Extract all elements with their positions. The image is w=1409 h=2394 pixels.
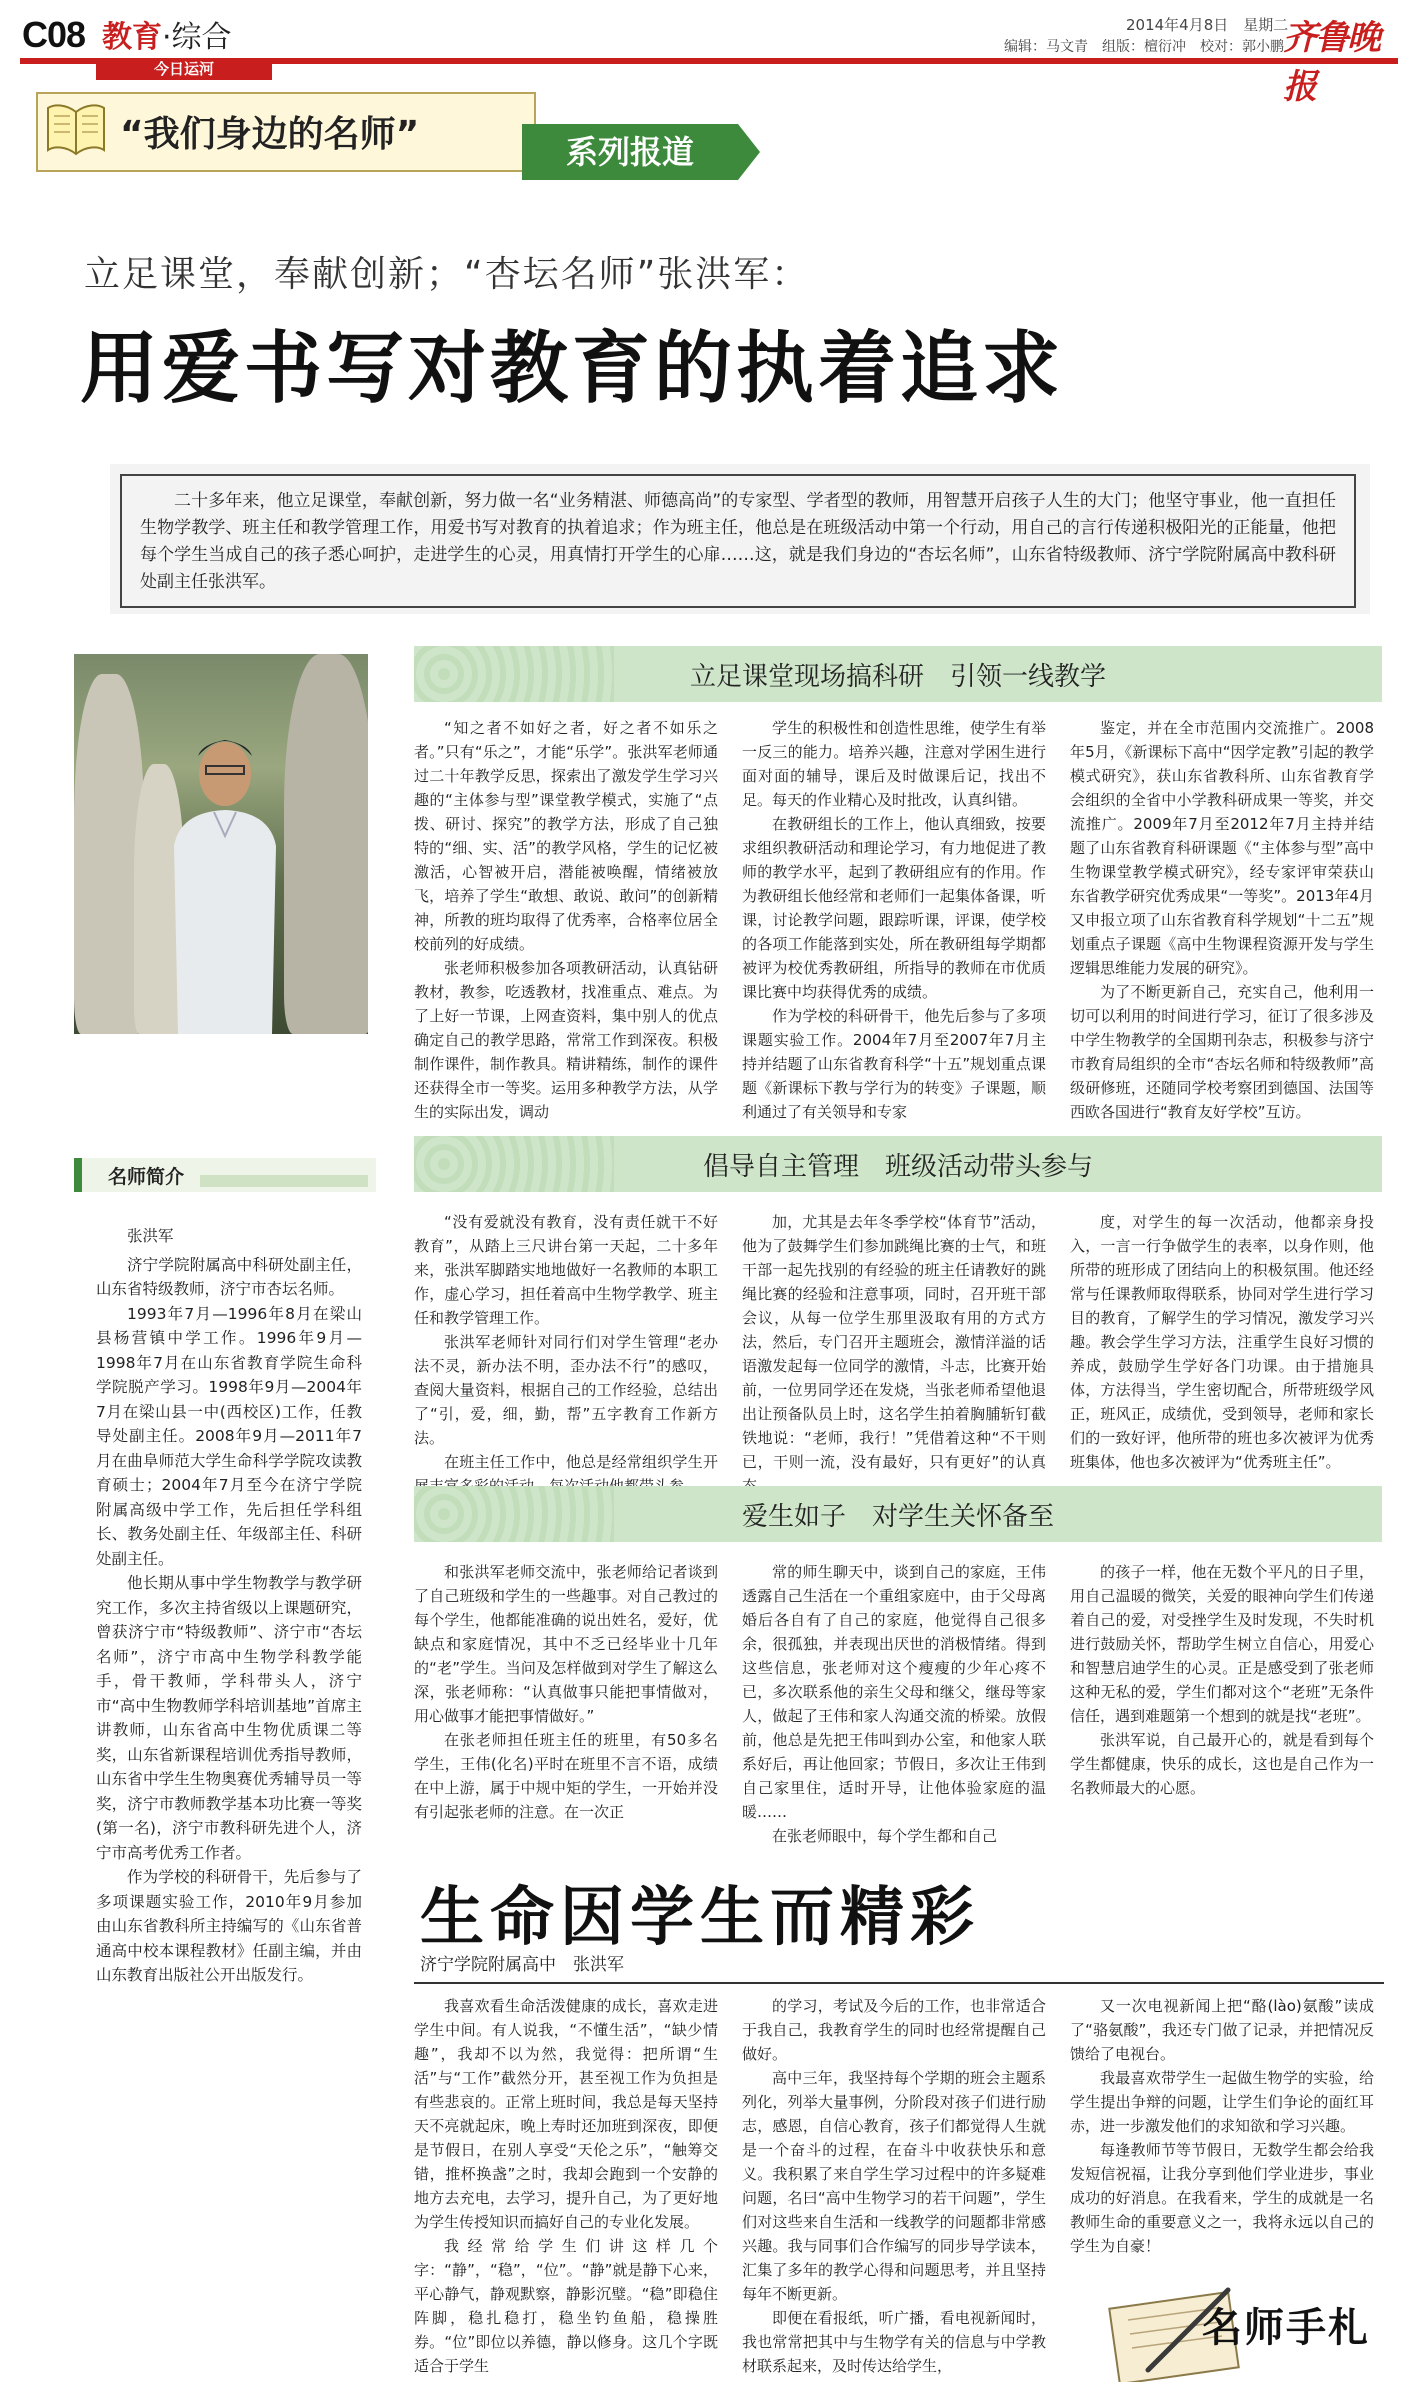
paragraph: 每逢教师节等节假日，无数学生都会给我发短信祝福，让我分享到他们学业进步，事业成功的好消息。在我看来，学生的成就是一名教师生命的重要意义之一，我将永远以自己的学生为自豪！ (1070, 2141, 1374, 2255)
open-book-icon (44, 100, 108, 158)
section-column (742, 716, 1046, 1124)
paragraph: 又一次电视新闻上把“酪(lào)氨酸”读成了“骆氨酸”，我还专门做了记录，并把情况反馈给了电视台。 (1070, 1997, 1374, 2063)
section-sub-label: ·综合 (162, 20, 232, 55)
section-label: 教育 (102, 20, 162, 55)
paragraph: 在张老师担任班主任的班里，有50多名学生，王伟(化名)平时在班里不言不语，成绩在中上游，属于中规中矩的学生，一开始并没有引起张老师的注意。在一次正 (414, 1731, 718, 1821)
section-column (1070, 1210, 1374, 1474)
section-column (414, 716, 718, 1124)
section-column (414, 1560, 718, 1824)
paragraph: 我喜欢看生命活泼健康的成长，喜欢走进学生中间。有人说我，“不懂生活”，“缺少情趣”，我却不以为然，我觉得：把所谓“生活”与“工作”截然分开，甚至视工作为负担是有些悲哀的。正常上班时间，我总是每天坚持天不亮就起床，晚上寿时还加班到深夜，即便是节假日，在别人享受“天伦之乐”，“触筹交错，推杯换盏”之时，我却会跑到一个安静的地方去充电，去学习，提升自己，为了更好地为学生传授知识而搞好自己的专业化发展。 (414, 1997, 718, 2231)
paragraph: 的孩子一样，他在无数个平凡的日子里，用自己温暖的微笑，关爱的眼神向学生们传递着自己的爱，对受挫学生及时发现，不失时机进行鼓励关怀，帮助学生树立自信心，用爱心和智慧启迪学生的心灵。正是感受到了张老师这种无私的爱，学生们都对这个“老班”无条件信任，遇到难题第一个想到的就是找“老班”。 (1070, 1563, 1374, 1725)
section-title: 倡导自主管理 班级活动带头参与 (702, 1152, 1093, 1182)
paragraph: 张洪军老师针对同行们对学生管理“老办法不灵，新办法不明，歪办法不行”的感叹，查阅大量资料，根据自己的工作经验，总结出了“引，爱，细，勤，帮”五字教育工作新方法。 (414, 1333, 718, 1447)
series-tag-arrow (738, 124, 760, 180)
paragraph: 鉴定，并在全市范围内交流推广。2008年5月，《新课标下高中“因学定教”引起的教学模式研究》，获山东省教科所、山东省教育学会组织的全省中小学教科研成果一等奖，并交流推广。2009年7月至2012年7月主持并结题了山东省教育科研课题《“主体参与型”高中生物课堂教学模式研究》，经专家评审荣获山东省教学研究优秀成果“一等奖”。2013年4月又申报立项了山东省教育科学规划“十二五”规划重点子课题《高中生物课程资源开发与学生逻辑思维能力发展的研究》。 (1070, 719, 1374, 977)
profile-body (96, 1224, 362, 1988)
article-kicker: 立足课堂，奉献创新；“杏坛名师”张洪军： (84, 254, 810, 295)
paragraph: 张洪军说，自己最开心的，就是看到每个学生都健康，快乐的成长，这也是自己作为一名教师最大的心愿。 (1070, 1731, 1374, 1797)
essay-byline: 济宁学院附属高中 张洪军 (420, 1955, 624, 1975)
paragraph: 即便在看报纸，听广播，看电视新闻时，我也常常把其中与生物学有关的信息与中学教材联系起来，及时传达给学生， (742, 2309, 1046, 2375)
profile-tag-label: 名师简介 (108, 1166, 185, 1188)
essay-divider (414, 1982, 1384, 1984)
paragraph: 高中三年，我坚持每个学期的班会主题系列化，列举大量事例，分阶段对孩子们进行励志，感恩，自信心教育，孩子们都觉得人生就是一个奋斗的过程，在奋斗中收获快乐和意义。我积累了来自学生学习过程中的许多疑难问题，名曰“高中生物学习的若干问题”，学生们对这些来自生活和一线教学的问题都非常感兴趣。我与同事们合作编写的同步导学读本，汇集了多年的教学心得和问题思考，并且坚持每年不断更新。 (742, 2069, 1046, 2303)
section-column (742, 1210, 1046, 1498)
section-title: 爱生如子 对学生关怀备至 (741, 1502, 1054, 1532)
paragraph: 张老师积极参加各项教研活动，认真钻研教材，教参，吃透教材，找准重点、难点。为了上好一节课，上网查资料，集中别人的优点确定自己的教学思路，常常工作到深夜。积极制作课件，制作教具。精讲精练，制作的课件还获得全市一等奖。运用多种教学方法，从学生的实际出发，调动 (414, 959, 718, 1121)
profile-tag-decoration (200, 1175, 368, 1187)
paragraph: 作为学校的科研骨干，他先后参与了多项课题实验工作。2004年7月至2007年7月主持并结题了山东省教育科学“十五”规划重点课题《新课标下教与学行为的转变》子课题，顺利通过了有关领导和专家 (742, 1007, 1046, 1121)
person-silhouette (170, 726, 280, 1034)
paragraph: 我经常给学生们讲这样几个字：“静”，“稳”，“位”。“静”就是静下心来，平心静气，静观默察，静影沉璧。“稳”即稳住阵脚，稳扎稳打，稳坐钓鱼船，稳操胜券。“位”即位以养德，静以修身。这几个字既适合于学生 (414, 2237, 718, 2375)
teacher-photo (74, 654, 368, 1034)
section-name (102, 12, 232, 56)
paragraph: 度，对学生的每一次活动，他都亲身投入，一言一行争做学生的表率，以身作则，他所带的班形成了团结向上的积极氛围。他还经常与任课教师取得联系，协同对学生进行学习目的教育，了解学生的学习情况，激发学习兴趣。教会学生学习方法，注重学生良好习惯的养成，鼓励学生学好各门功课。由于措施具体，方法得当，学生密切配合，所带班级学风正，班风正，成绩优，受到领导，老师和家长们的一致好评，他所带的班也多次被评为优秀班集体，他也多次被评为“优秀班主任”。 (1070, 1213, 1374, 1471)
issue-date: 2014年4月8日 星期二 (1126, 16, 1289, 34)
newspaper-logo: 齐鲁晚报 (1283, 18, 1379, 107)
paragraph: 常的师生聊天中，谈到自己的家庭，王伟透露自己生活在一个重组家庭中，由于父母离婚后各自有了自己的家庭，他觉得自己很多余，很孤独，并表现出厌世的消极情绪。得到这些信息，张老师对这个瘦瘦的少年心疼不已，多次联系他的亲生父母和继父，继母等家人，做起了王伟和家人沟通交流的桥梁。放假前，他总是先把王伟叫到办公室，和他家人联系好后，再让他回家；节假日，多次让王伟到自己家里住，适时开导，让他体验家庭的温暖…… (742, 1563, 1046, 1821)
paragraph: 的学习，考试及今后的工作，也非常适合于我自己，我教育学生的同时也经常提醒自己做好。 (742, 1997, 1046, 2063)
paragraph: 我最喜欢带学生一起做生物学的实验，给学生提出争辩的问题，让学生们争论的面红耳赤，进一步激发他们的求知欲和学习兴趣。 (1070, 2069, 1374, 2135)
profile-paragraph: 作为学校的科研骨干，先后参与了多项课题实验工作，2010年9月参加由山东省教科所主持编写的《山东省普通高中校本课程教材》任副主编，并由山东教育出版社公开出版发行。 (96, 1868, 362, 1984)
paragraph: 在班主任工作中，他总是经常组织学生开 (444, 1453, 718, 1471)
paragraph: 学生的积极性和创造性思维，使学生有举一反三的能力。培养兴趣，注意对学困生进行面对面的辅导，课后及时做课后记，找出不足。每天的作业精心及时批改，认真纠错。 (742, 719, 1046, 809)
essay-title: 生命因学生而精彩 (420, 1881, 980, 1955)
profile-paragraph: 1993年7月—1996年8月在梁山县杨营镇中学工作。1996年9月—1998年7月在山东省教育学院生命科学院脱产学习。1998年9月—2004年7月在梁山县一中(西校区)工作，任教导处副主任。2008年9月—2011年7月在曲阜师范大学生命科学学院攻读教育硕士；2004年7月至今在济宁学院附属高级中学工作，先后担任学科组长、教务处副主任、年级部主任、科研处副主任。 (96, 1304, 362, 1568)
editor-credits: 编辑：马文青 组版：檀衍冲 校对：郭小鹏 (1004, 39, 1284, 55)
paragraph: “没有爱就没有教育，没有责任就干不好教育”，从踏上三尺讲台第一天起，二十多年来，张洪军脚踏实地地做好一名教师的本职工作，虚心学习，担任着高中生物学教学、班主任和教学管理工作。 (414, 1213, 718, 1327)
section-column (742, 1560, 1046, 1848)
profile-name: 张洪军 (127, 1227, 174, 1245)
profile-paragraph: 济宁学院附属高中科研处副主任，山东省特级教师，济宁市杏坛名师。 (96, 1255, 362, 1298)
lead-paragraph: 二十多年来，他立足课堂，奉献创新，努力做一名“业务精湛、师德高尚”的专家型、学者型的教师，用智慧开启孩子人生的大门；他坚守事业，他一直担任生物学教学、班主任和教学管理工作，用爱书写对教育的执着追求；作为班主任，他总是在班级活动中第一个行动，用自己的言行传递积极阳光的正能量，他把每个学生当成自己的孩子悉心呵护，走进学生的心灵，用真情打开学生的心扉……这，就是我们身边的“杏坛名师”，山东省特级教师、济宁学院附属高中教科研处副主任张洪军。 (140, 491, 1336, 592)
profile-paragraph: 他长期从事中学生物教学与教学研究工作，多次主持省级以上课题研究，曾获济宁市“特级教师”、济宁市“杏坛名师”，济宁市高中生物学科教学能手，骨干教师，学科带头人，济宁市“高中生物教师学科培训基地”首席主讲教师，山东省高中生物优质课二等奖，山东省新课程培训优秀指导教师，山东省中学生生物奥赛优秀辅导员一等奖，济宁市教师教学基本功比赛一等奖(第一名)，济宁市教科研先进个人，济宁市高考优秀工作者。 (96, 1574, 362, 1862)
series-tag: 系列报道 (522, 124, 738, 180)
paragraph: 为了不断更新自己，充实自己，他利用一切可以利用的时间进行学习，征订了很多涉及中学生物教学的全国期刊杂志，积极参与济宁市教育局组织的全市“杏坛名师和特级教师”高级研修班，还随同学校考察团到德国、法国等西欧各国进行“教育友好学校”互访。 (1070, 983, 1374, 1121)
series-title: “我们身边的名师” (120, 114, 420, 155)
paragraph: 在张老师眼中，每个学生都和自己 (772, 1827, 998, 1845)
essay-column (742, 1994, 1046, 2378)
essay-column (1070, 1994, 1374, 2258)
column-name: 今日运河 (96, 58, 272, 80)
section-column (414, 1210, 718, 1498)
essay-column (414, 1994, 718, 2378)
section-title: 立足课堂现场搞科研 引领一线教学 (689, 662, 1106, 692)
paragraph: “知之者不如好之者，好之者不如乐之者。”只有“乐之”，才能“乐学”。张洪军老师通过二十年教学反思，探索出了激发学生学习兴趣的“主体参与型”课堂教学模式，实施了“点拨、研讨、探究”的教学方法，形成了自己独特的“细、实、活”的教学风格，学生的记忆被激活，心智被开启，潜能被唤醒，情绪被放飞，培养了学生“敢想、敢说、敢问”的创新精神，所教的班均取得了优秀率，合格率位居全校前列的好成绩。 (414, 719, 718, 953)
section-column (1070, 1560, 1374, 1800)
paragraph: 在教研组长的工作上，他认真细致，按要求组织教研活动和理论学习，有力地促进了教师的教学水平，起到了教研组应有的作用。作为教研组长他经常和老师们一起集体备课，听课，讨论教学问题，跟踪听课，评课，使学校的各项工作能落到实处，所在教研组每学期都被评为校优秀教研组，所指导的教师在市优质课比赛中均获得优秀的成绩。 (742, 815, 1046, 1001)
section-column (1070, 716, 1374, 1124)
paragraph: 和张洪军老师交流中，张老师给记者谈到了自己班级和学生的一些趣事。对自己教过的每个学生，他都能准确的说出姓名，爱好，优缺点和家庭情况，其中不乏已经毕业十几年的“老”学生。当问及怎样做到对学生了解这么深，张老师称：“认真做事只能把事情做对，用心做事才能把事情做好。” (414, 1563, 718, 1725)
page-code: C08 (22, 14, 86, 55)
column-badge: 名师手札 (1202, 2305, 1370, 2351)
paragraph: 加，尤其是去年冬季学校“体育节”活动，他为了鼓舞学生们参加跳绳比赛的士气，和班干部一起先找别的有经验的班主任请教好的跳绳比赛的经验和注意事项，同时，召开班干部会议，从每一位学生那里汲取有用的方式方法，然后，专门召开主题班会，激情洋溢的话语激发起每一位同学的激情，斗志，比赛开始前，一位男同学还在发烧，当张老师希望他退出让预备队员上时，这名学生拍着胸脯斩钉截铁地说：“老师，我行！”凭借着这种“不干则已，干则一流，没有最好，只有更好”的认真 (742, 1213, 1046, 1471)
article-headline: 用爱书写对教育的执着追求 (80, 324, 1065, 414)
